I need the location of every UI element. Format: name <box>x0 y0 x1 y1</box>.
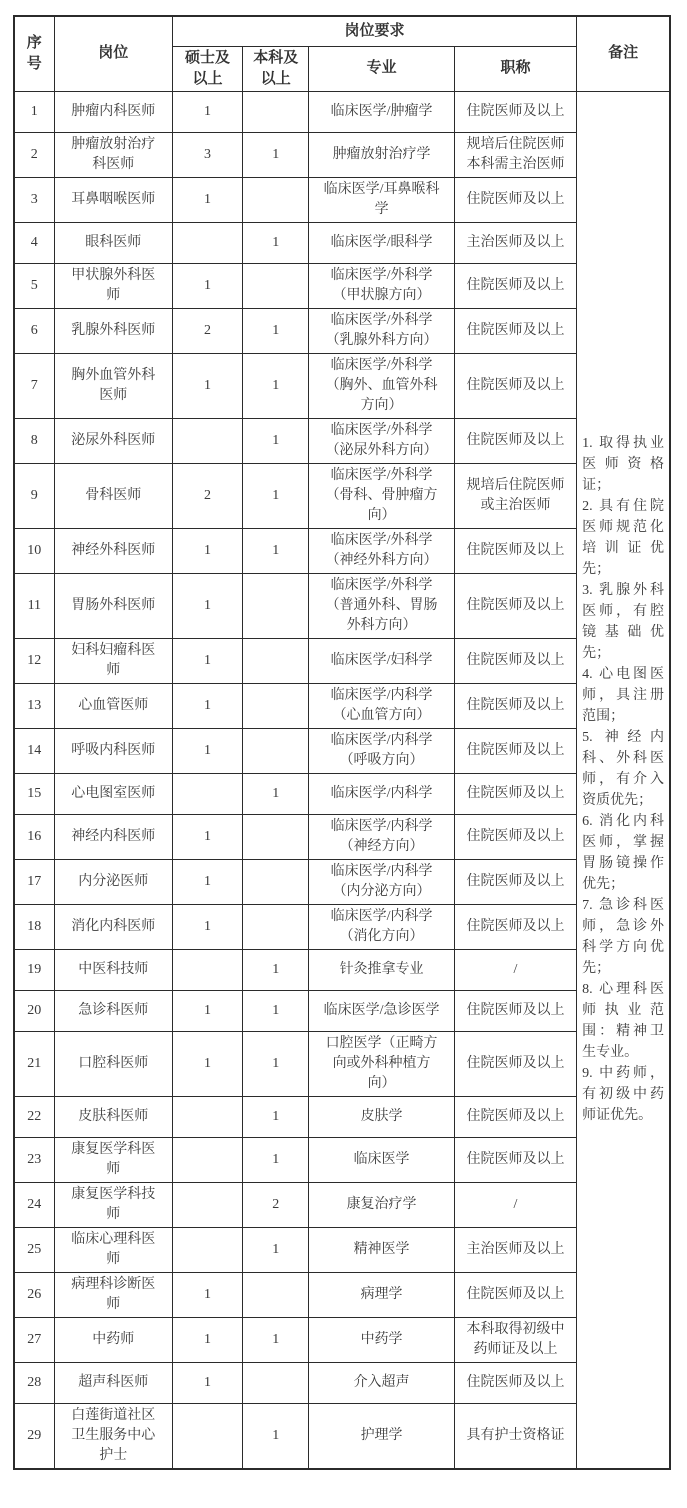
table-row <box>14 222 670 263</box>
cell-position: 中医科技师 <box>54 949 172 990</box>
remarks-item: 3. 乳腺外科医师，有腔镜基础优先； <box>582 583 664 661</box>
cell-title: 住院医师及以上 <box>454 683 576 728</box>
table-row <box>14 1096 670 1137</box>
cell-title: 主治医师及以上 <box>454 222 576 263</box>
cell-position: 口腔科医师 <box>54 1031 172 1096</box>
cell-master-count: 1 <box>172 1272 242 1317</box>
cell-position: 神经内科医师 <box>54 814 172 859</box>
cell-bachelor-count <box>243 91 309 132</box>
cell-no: 17 <box>14 859 54 904</box>
table-row <box>14 1182 670 1227</box>
cell-bachelor-count <box>243 263 309 308</box>
cell-bachelor-count <box>243 683 309 728</box>
recruitment-table <box>13 15 671 1470</box>
cell-title: 规培后住院医师或主治医师 <box>454 463 576 528</box>
cell-bachelor-count <box>243 904 309 949</box>
table-row <box>14 728 670 773</box>
cell-master-count: 1 <box>172 528 242 573</box>
cell-bachelor-count: 1 <box>243 1227 309 1272</box>
header-major: 专业 <box>309 46 454 91</box>
cell-no: 4 <box>14 222 54 263</box>
cell-master-count: 2 <box>172 308 242 353</box>
cell-position: 肿瘤内科医师 <box>54 91 172 132</box>
cell-position: 妇科妇瘤科医师 <box>54 638 172 683</box>
remarks-item: 2. 具有住院医师规范化培训证优先； <box>582 499 664 577</box>
table-row <box>14 573 670 638</box>
cell-title: / <box>454 1182 576 1227</box>
cell-bachelor-count: 1 <box>243 990 309 1031</box>
cell-position: 耳鼻咽喉医师 <box>54 177 172 222</box>
cell-major: 口腔医学（正畸方向或外科种植方向） <box>309 1031 454 1096</box>
cell-title: 住院医师及以上 <box>454 859 576 904</box>
cell-title: 具有护士资格证 <box>454 1403 576 1469</box>
cell-position: 白莲街道社区卫生服务中心护士 <box>54 1403 172 1469</box>
cell-title: 住院医师及以上 <box>454 177 576 222</box>
cell-major: 临床医学/急诊医学 <box>309 990 454 1031</box>
cell-position: 心电图室医师 <box>54 773 172 814</box>
cell-major: 康复治疗学 <box>309 1182 454 1227</box>
cell-master-count: 1 <box>172 91 242 132</box>
table-row <box>14 463 670 528</box>
cell-position: 临床心理科医师 <box>54 1227 172 1272</box>
cell-position: 呼吸内科医师 <box>54 728 172 773</box>
cell-bachelor-count <box>243 638 309 683</box>
cell-master-count: 1 <box>172 859 242 904</box>
cell-master-count <box>172 222 242 263</box>
cell-master-count: 1 <box>172 683 242 728</box>
cell-master-count: 1 <box>172 1031 242 1096</box>
cell-bachelor-count <box>243 728 309 773</box>
cell-bachelor-count: 1 <box>243 353 309 418</box>
table-row <box>14 528 670 573</box>
table-header <box>14 16 670 91</box>
cell-position: 胃肠外科医师 <box>54 573 172 638</box>
cell-bachelor-count: 1 <box>243 1403 309 1469</box>
table-body <box>14 91 670 1469</box>
cell-major: 肿瘤放射治疗学 <box>309 132 454 177</box>
cell-master-count: 1 <box>172 1362 242 1403</box>
cell-position: 眼科医师 <box>54 222 172 263</box>
cell-no: 14 <box>14 728 54 773</box>
table-row <box>14 638 670 683</box>
header-professional-title: 职称 <box>454 46 576 91</box>
cell-no: 19 <box>14 949 54 990</box>
cell-bachelor-count: 1 <box>243 463 309 528</box>
cell-major: 临床医学/外科学（骨科、骨肿瘤方向） <box>309 463 454 528</box>
cell-no: 25 <box>14 1227 54 1272</box>
cell-major: 介入超声 <box>309 1362 454 1403</box>
table-row <box>14 1317 670 1362</box>
cell-major: 针灸推拿专业 <box>309 949 454 990</box>
cell-no: 8 <box>14 418 54 463</box>
cell-bachelor-count: 1 <box>243 132 309 177</box>
cell-master-count: 1 <box>172 638 242 683</box>
remarks-item: 1. 取得执业医师资格证； <box>582 436 664 493</box>
cell-title: 住院医师及以上 <box>454 1272 576 1317</box>
cell-position: 皮肤科医师 <box>54 1096 172 1137</box>
table-row <box>14 773 670 814</box>
cell-no: 9 <box>14 463 54 528</box>
cell-master-count: 1 <box>172 990 242 1031</box>
cell-major: 临床医学/内科学（消化方向） <box>309 904 454 949</box>
cell-bachelor-count: 1 <box>243 418 309 463</box>
cell-no: 11 <box>14 573 54 638</box>
cell-title: 住院医师及以上 <box>454 91 576 132</box>
cell-position: 乳腺外科医师 <box>54 308 172 353</box>
cell-no: 13 <box>14 683 54 728</box>
cell-no: 7 <box>14 353 54 418</box>
cell-master-count: 3 <box>172 132 242 177</box>
cell-bachelor-count <box>243 1362 309 1403</box>
remarks-item: 8. 心理科医师执业范围：精神卫生专业。 <box>582 982 664 1060</box>
cell-bachelor-count: 1 <box>243 1031 309 1096</box>
cell-master-count: 1 <box>172 177 242 222</box>
table-row <box>14 1137 670 1182</box>
cell-major: 临床医学/耳鼻喉科学 <box>309 177 454 222</box>
cell-no: 27 <box>14 1317 54 1362</box>
cell-major: 临床医学/外科学（普通外科、胃肠外科方向） <box>309 573 454 638</box>
cell-master-count <box>172 949 242 990</box>
header-bachelor-degree: 本科及以上 <box>243 46 309 91</box>
cell-position: 胸外血管外科医师 <box>54 353 172 418</box>
cell-major: 皮肤学 <box>309 1096 454 1137</box>
cell-title: 住院医师及以上 <box>454 263 576 308</box>
cell-position: 内分泌医师 <box>54 859 172 904</box>
remarks-item: 9. 中药师，有初级中药师证优先。 <box>582 1066 664 1123</box>
cell-master-count <box>172 1137 242 1182</box>
cell-master-count: 1 <box>172 814 242 859</box>
cell-major: 临床医学 <box>309 1137 454 1182</box>
cell-master-count <box>172 773 242 814</box>
cell-major: 临床医学/肿瘤学 <box>309 91 454 132</box>
table-row <box>14 904 670 949</box>
cell-no: 28 <box>14 1362 54 1403</box>
cell-title: / <box>454 949 576 990</box>
table-row <box>14 132 670 177</box>
table-row <box>14 1031 670 1096</box>
cell-no: 1 <box>14 91 54 132</box>
remarks-item: 7. 急诊科医师，急诊外科学方向优先； <box>582 898 664 976</box>
table-row <box>14 418 670 463</box>
table-row <box>14 263 670 308</box>
cell-master-count <box>172 418 242 463</box>
cell-bachelor-count: 1 <box>243 308 309 353</box>
cell-position: 超声科医师 <box>54 1362 172 1403</box>
cell-title: 住院医师及以上 <box>454 728 576 773</box>
table-row <box>14 1272 670 1317</box>
header-position: 岗位 <box>54 16 172 91</box>
cell-title: 住院医师及以上 <box>454 904 576 949</box>
header-row-1 <box>14 16 670 46</box>
remarks-item: 4. 心电图医师，具注册范围； <box>582 667 664 724</box>
cell-master-count: 1 <box>172 573 242 638</box>
table-row <box>14 91 670 132</box>
cell-position: 泌尿外科医师 <box>54 418 172 463</box>
cell-no: 2 <box>14 132 54 177</box>
cell-major: 护理学 <box>309 1403 454 1469</box>
cell-no: 12 <box>14 638 54 683</box>
cell-major: 中药学 <box>309 1317 454 1362</box>
cell-master-count <box>172 1227 242 1272</box>
cell-master-count: 2 <box>172 463 242 528</box>
cell-bachelor-count: 2 <box>243 1182 309 1227</box>
cell-position: 消化内科医师 <box>54 904 172 949</box>
remarks-item: 5. 神经内科、外科医师，有介入资质优先； <box>582 730 664 808</box>
cell-position: 肿瘤放射治疗科医师 <box>54 132 172 177</box>
cell-bachelor-count: 1 <box>243 222 309 263</box>
cell-bachelor-count: 1 <box>243 949 309 990</box>
cell-major: 临床医学/妇科学 <box>309 638 454 683</box>
remarks-item: 6. 消化内科医师，掌握胃肠镜操作优先； <box>582 814 664 892</box>
cell-major: 临床医学/内科学（神经方向） <box>309 814 454 859</box>
cell-position: 心血管医师 <box>54 683 172 728</box>
cell-position: 病理科诊断医师 <box>54 1272 172 1317</box>
cell-master-count: 1 <box>172 353 242 418</box>
cell-no: 5 <box>14 263 54 308</box>
table-row <box>14 353 670 418</box>
cell-no: 24 <box>14 1182 54 1227</box>
cell-title: 住院医师及以上 <box>454 814 576 859</box>
cell-no: 29 <box>14 1403 54 1469</box>
header-remarks: 备注 <box>577 16 670 91</box>
table-row <box>14 308 670 353</box>
cell-no: 10 <box>14 528 54 573</box>
cell-bachelor-count <box>243 814 309 859</box>
table-row <box>14 949 670 990</box>
table-row <box>14 1227 670 1272</box>
cell-major: 临床医学/内科学（心血管方向） <box>309 683 454 728</box>
cell-title: 住院医师及以上 <box>454 1031 576 1096</box>
cell-major: 临床医学/眼科学 <box>309 222 454 263</box>
cell-no: 22 <box>14 1096 54 1137</box>
cell-position: 骨科医师 <box>54 463 172 528</box>
cell-bachelor-count: 1 <box>243 1317 309 1362</box>
cell-title: 规培后住院医师本科需主治医师 <box>454 132 576 177</box>
cell-title: 住院医师及以上 <box>454 990 576 1031</box>
table-row <box>14 859 670 904</box>
cell-major: 临床医学/内科学 <box>309 773 454 814</box>
cell-master-count <box>172 1096 242 1137</box>
cell-position: 甲状腺外科医师 <box>54 263 172 308</box>
cell-title: 住院医师及以上 <box>454 1137 576 1182</box>
cell-no: 26 <box>14 1272 54 1317</box>
cell-no: 23 <box>14 1137 54 1182</box>
cell-major: 临床医学/内科学（呼吸方向） <box>309 728 454 773</box>
cell-master-count: 1 <box>172 728 242 773</box>
cell-major: 临床医学/外科学（神经外科方向） <box>309 528 454 573</box>
table-row <box>14 683 670 728</box>
table-row <box>14 1403 670 1469</box>
cell-no: 3 <box>14 177 54 222</box>
table-row <box>14 990 670 1031</box>
header-requirements: 岗位要求 <box>172 16 576 46</box>
table-row <box>14 177 670 222</box>
cell-bachelor-count <box>243 573 309 638</box>
cell-major: 临床医学/内科学（内分泌方向） <box>309 859 454 904</box>
cell-no: 20 <box>14 990 54 1031</box>
cell-bachelor-count: 1 <box>243 1137 309 1182</box>
cell-position: 康复医学科技师 <box>54 1182 172 1227</box>
cell-position: 神经外科医师 <box>54 528 172 573</box>
cell-major: 临床医学/外科学（乳腺外科方向） <box>309 308 454 353</box>
cell-major: 病理学 <box>309 1272 454 1317</box>
cell-bachelor-count: 1 <box>243 773 309 814</box>
cell-no: 6 <box>14 308 54 353</box>
cell-bachelor-count <box>243 1272 309 1317</box>
cell-master-count: 1 <box>172 904 242 949</box>
cell-no: 16 <box>14 814 54 859</box>
cell-title: 住院医师及以上 <box>454 773 576 814</box>
cell-position: 康复医学科医师 <box>54 1137 172 1182</box>
cell-position: 急诊科医师 <box>54 990 172 1031</box>
table-row <box>14 1362 670 1403</box>
cell-title: 本科取得初级中药师证及以上 <box>454 1317 576 1362</box>
cell-no: 15 <box>14 773 54 814</box>
header-no: 序号 <box>14 16 54 91</box>
cell-master-count: 1 <box>172 1317 242 1362</box>
remarks-cell <box>577 91 670 1469</box>
cell-bachelor-count: 1 <box>243 1096 309 1137</box>
cell-bachelor-count: 1 <box>243 528 309 573</box>
cell-title: 住院医师及以上 <box>454 638 576 683</box>
cell-major: 临床医学/外科学（泌尿外科方向） <box>309 418 454 463</box>
cell-no: 18 <box>14 904 54 949</box>
cell-title: 住院医师及以上 <box>454 528 576 573</box>
header-master-degree: 硕士及以上 <box>172 46 242 91</box>
table-row <box>14 814 670 859</box>
cell-bachelor-count <box>243 859 309 904</box>
cell-title: 住院医师及以上 <box>454 418 576 463</box>
cell-title: 住院医师及以上 <box>454 353 576 418</box>
cell-position: 中药师 <box>54 1317 172 1362</box>
cell-title: 住院医师及以上 <box>454 573 576 638</box>
cell-master-count <box>172 1182 242 1227</box>
cell-master-count: 1 <box>172 263 242 308</box>
cell-major: 临床医学/外科学（甲状腺方向） <box>309 263 454 308</box>
cell-bachelor-count <box>243 177 309 222</box>
cell-title: 住院医师及以上 <box>454 1096 576 1137</box>
cell-major: 精神医学 <box>309 1227 454 1272</box>
cell-title: 主治医师及以上 <box>454 1227 576 1272</box>
cell-major: 临床医学/外科学（胸外、血管外科方向） <box>309 353 454 418</box>
cell-master-count <box>172 1403 242 1469</box>
cell-title: 住院医师及以上 <box>454 1362 576 1403</box>
cell-title: 住院医师及以上 <box>454 308 576 353</box>
cell-no: 21 <box>14 1031 54 1096</box>
